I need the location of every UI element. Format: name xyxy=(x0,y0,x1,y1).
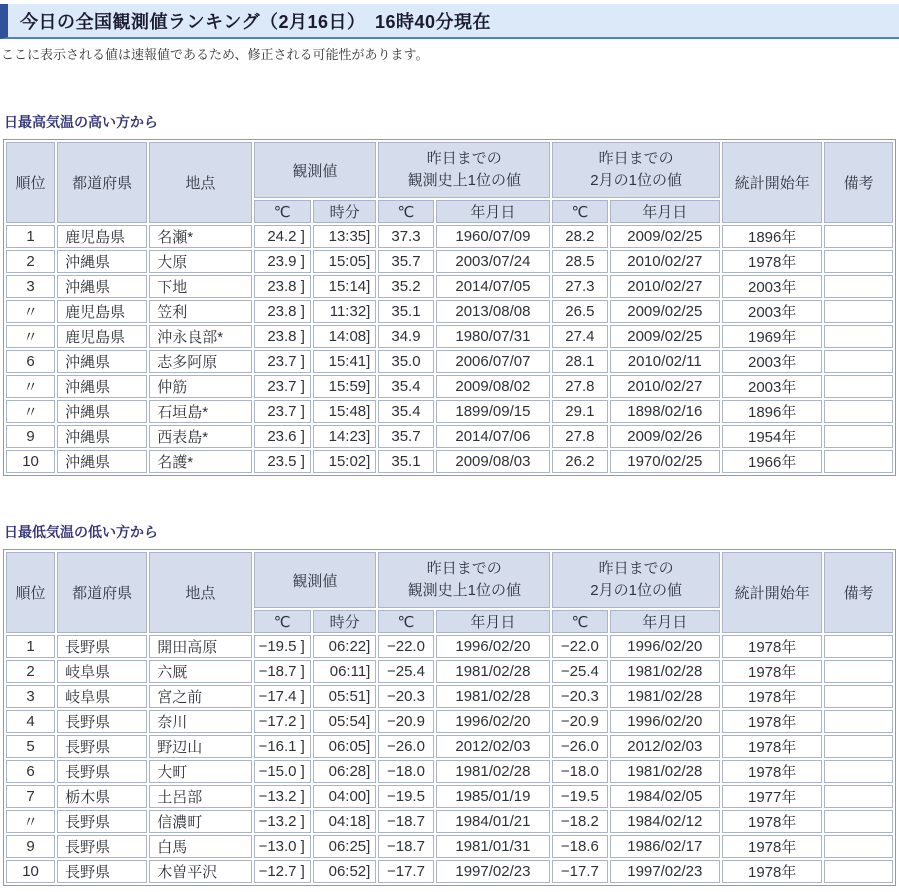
record-temp-cell: −18.7 xyxy=(378,835,433,858)
record-date-cell: 2014/07/06 xyxy=(436,425,551,448)
rank-cell: 〃 xyxy=(6,300,55,323)
start-year-cell: 2003年 xyxy=(722,300,822,323)
rank-cell: 4 xyxy=(6,710,55,733)
subheader-february-date: 年月日 xyxy=(610,200,721,223)
provisional-value-notice: ここに表示される値は速報値であるため、修正される可能性があります。 xyxy=(1,47,429,62)
station-cell: 大原 xyxy=(149,250,251,273)
rank-cell: 〃 xyxy=(6,375,55,398)
rank-cell: 2 xyxy=(6,660,55,683)
observed-temp-cell: −15.0 ] xyxy=(254,760,311,783)
record-temp-cell: 35.1 xyxy=(378,450,433,473)
february-record-temp-cell: −18.2 xyxy=(552,810,607,833)
start-year-cell: 1954年 xyxy=(722,425,822,448)
february-record-date-cell: 2009/02/25 xyxy=(610,325,721,348)
station-cell: 宮之前 xyxy=(149,685,251,708)
february-record-temp-cell: 26.5 xyxy=(552,300,607,323)
col-header-observed-value: 観測値 xyxy=(254,142,377,198)
prefecture-cell: 岐阜県 xyxy=(57,685,147,708)
table-row xyxy=(6,735,893,758)
observed-time-cell: 04:18] xyxy=(313,810,376,833)
page-title: 今日の全国観測値ランキング（2月16日） 16時40分現在 xyxy=(20,12,492,32)
record-date-cell: 1996/02/20 xyxy=(436,710,551,733)
observed-time-cell: 13:35] xyxy=(313,225,376,248)
prefecture-cell: 鹿児島県 xyxy=(57,325,147,348)
prefecture-cell: 長野県 xyxy=(57,810,147,833)
start-year-cell: 1978年 xyxy=(722,760,822,783)
observed-time-cell: 15:59] xyxy=(313,375,376,398)
february-record-temp-cell: 28.5 xyxy=(552,250,607,273)
february-record-temp-cell: −20.9 xyxy=(552,710,607,733)
prefecture-cell: 長野県 xyxy=(57,760,147,783)
station-cell: 沖永良部* xyxy=(149,325,251,348)
record-all-time-line2: 観測史上1位の値 xyxy=(407,582,521,599)
remarks-cell xyxy=(824,860,893,883)
prefecture-cell: 長野県 xyxy=(57,735,147,758)
table-row xyxy=(6,300,893,323)
observed-temp-cell: −16.1 ] xyxy=(254,735,311,758)
table-row xyxy=(6,760,893,783)
remarks-cell xyxy=(824,810,893,833)
remarks-cell xyxy=(824,685,893,708)
start-year-cell: 1966年 xyxy=(722,450,822,473)
february-record-temp-cell: 28.2 xyxy=(552,225,607,248)
subheader-february-date: 年月日 xyxy=(610,610,721,633)
prefecture-cell: 沖縄県 xyxy=(57,400,147,423)
table-row xyxy=(6,250,893,273)
table-row xyxy=(6,350,893,373)
record-temp-cell: 34.9 xyxy=(378,325,433,348)
observed-temp-cell: −13.0 ] xyxy=(254,835,311,858)
header-row-main xyxy=(6,142,893,198)
start-year-cell: 1978年 xyxy=(722,710,822,733)
february-record-date-cell: 1984/02/12 xyxy=(610,810,721,833)
february-record-temp-cell: 27.4 xyxy=(552,325,607,348)
record-temp-cell: 35.0 xyxy=(378,350,433,373)
rank-cell: 5 xyxy=(6,735,55,758)
station-cell: 石垣島* xyxy=(149,400,251,423)
february-record-date-cell: 1981/02/28 xyxy=(610,685,721,708)
prefecture-cell: 長野県 xyxy=(57,635,147,658)
station-cell: 名瀬* xyxy=(149,225,251,248)
record-temp-cell: 35.7 xyxy=(378,425,433,448)
station-cell: 信濃町 xyxy=(149,810,251,833)
record-date-cell: 1985/01/19 xyxy=(436,785,551,808)
remarks-cell xyxy=(824,325,893,348)
prefecture-cell: 沖縄県 xyxy=(57,375,147,398)
prefecture-cell: 長野県 xyxy=(57,835,147,858)
february-record-date-cell: 2010/02/27 xyxy=(610,250,721,273)
observed-temp-cell: −13.2 ] xyxy=(254,810,311,833)
table-row xyxy=(6,325,893,348)
record-date-cell: 2009/08/03 xyxy=(436,450,551,473)
observed-temp-cell: −17.2 ] xyxy=(254,710,311,733)
february-record-temp-cell: −19.5 xyxy=(552,785,607,808)
remarks-cell xyxy=(824,785,893,808)
record-date-cell: 1899/09/15 xyxy=(436,400,551,423)
record-february-line2: 2月の1位の値 xyxy=(590,582,682,599)
header-row-main xyxy=(6,552,893,608)
february-record-date-cell: 2009/02/25 xyxy=(610,225,721,248)
february-record-temp-cell: 27.8 xyxy=(552,375,607,398)
february-record-date-cell: 2010/02/27 xyxy=(610,275,721,298)
observed-time-cell: 15:14] xyxy=(313,275,376,298)
start-year-cell: 2003年 xyxy=(722,375,822,398)
remarks-cell xyxy=(824,710,893,733)
remarks-cell xyxy=(824,450,893,473)
start-year-cell: 2003年 xyxy=(722,350,822,373)
station-cell: 野辺山 xyxy=(149,735,251,758)
start-year-cell: 1978年 xyxy=(722,635,822,658)
record-temp-cell: 35.2 xyxy=(378,275,433,298)
subheader-observed-time: 時分 xyxy=(313,200,376,223)
station-cell: 仲筋 xyxy=(149,375,251,398)
remarks-cell xyxy=(824,350,893,373)
record-temp-cell: 37.3 xyxy=(378,225,433,248)
remarks-cell xyxy=(824,375,893,398)
rank-cell: 〃 xyxy=(6,810,55,833)
rank-cell: 2 xyxy=(6,250,55,273)
col-header-prefecture: 都道府県 xyxy=(57,552,147,633)
february-record-date-cell: 2012/02/03 xyxy=(610,735,721,758)
rank-cell: 9 xyxy=(6,835,55,858)
observed-temp-cell: −12.7 ] xyxy=(254,860,311,883)
subheader-record-date: 年月日 xyxy=(436,610,551,633)
observed-time-cell: 11:32] xyxy=(313,300,376,323)
col-header-prefecture: 都道府県 xyxy=(57,142,147,223)
rank-cell: 1 xyxy=(6,635,55,658)
observed-temp-cell: 23.8 ] xyxy=(254,275,311,298)
subheader-record-date: 年月日 xyxy=(436,200,551,223)
observed-time-cell: 06:52] xyxy=(313,860,376,883)
record-date-cell: 1981/02/28 xyxy=(436,760,551,783)
col-header-rank: 順位 xyxy=(6,552,55,633)
record-date-cell: 2014/07/05 xyxy=(436,275,551,298)
station-cell: 奈川 xyxy=(149,710,251,733)
subheader-february-celsius: ℃ xyxy=(552,200,607,223)
record-temp-cell: 35.4 xyxy=(378,375,433,398)
february-record-temp-cell: 29.1 xyxy=(552,400,607,423)
february-record-date-cell: 1986/02/17 xyxy=(610,835,721,858)
february-record-temp-cell: 26.2 xyxy=(552,450,607,473)
start-year-cell: 1896年 xyxy=(722,225,822,248)
observed-time-cell: 14:23] xyxy=(313,425,376,448)
rank-cell: 9 xyxy=(6,425,55,448)
record-temp-cell: −18.0 xyxy=(378,760,433,783)
max-temp-table xyxy=(3,139,896,476)
record-date-cell: 1960/07/09 xyxy=(436,225,551,248)
station-cell: 下地 xyxy=(149,275,251,298)
observed-time-cell: 15:41] xyxy=(313,350,376,373)
february-record-temp-cell: −26.0 xyxy=(552,735,607,758)
observed-temp-cell: 23.9 ] xyxy=(254,250,311,273)
observed-temp-cell: −13.2 ] xyxy=(254,785,311,808)
record-temp-cell: −22.0 xyxy=(378,635,433,658)
remarks-cell xyxy=(824,735,893,758)
february-record-date-cell: 2010/02/27 xyxy=(610,375,721,398)
rank-cell: 10 xyxy=(6,450,55,473)
february-record-temp-cell: 27.8 xyxy=(552,425,607,448)
february-record-date-cell: 1996/02/20 xyxy=(610,635,721,658)
col-header-rank: 順位 xyxy=(6,142,55,223)
observed-time-cell: 15:48] xyxy=(313,400,376,423)
table-row xyxy=(6,635,893,658)
prefecture-cell: 沖縄県 xyxy=(57,425,147,448)
record-date-cell: 2006/07/07 xyxy=(436,350,551,373)
record-temp-cell: −25.4 xyxy=(378,660,433,683)
rank-cell: 10 xyxy=(6,860,55,883)
february-record-date-cell: 1981/02/28 xyxy=(610,660,721,683)
record-all-time-line1: 昨日までの xyxy=(426,150,502,168)
min-temp-table xyxy=(3,549,896,886)
table-row xyxy=(6,450,893,473)
observed-temp-cell: 24.2 ] xyxy=(254,225,311,248)
observed-time-cell: 06:25] xyxy=(313,835,376,858)
observed-time-cell: 04:00] xyxy=(313,785,376,808)
february-record-temp-cell: 27.3 xyxy=(552,275,607,298)
observed-temp-cell: −17.4 ] xyxy=(254,685,311,708)
start-year-cell: 1978年 xyxy=(722,685,822,708)
subheader-record-celsius: ℃ xyxy=(378,200,433,223)
table-row xyxy=(6,660,893,683)
february-record-date-cell: 1970/02/25 xyxy=(610,450,721,473)
record-date-cell: 1997/02/23 xyxy=(436,860,551,883)
remarks-cell xyxy=(824,660,893,683)
record-temp-cell: −19.5 xyxy=(378,785,433,808)
observed-time-cell: 15:05] xyxy=(313,250,376,273)
rank-cell: 6 xyxy=(6,760,55,783)
record-date-cell: 2003/07/24 xyxy=(436,250,551,273)
record-all-time-line2: 観測史上1位の値 xyxy=(407,172,521,189)
start-year-cell: 1978年 xyxy=(722,735,822,758)
rank-cell: 〃 xyxy=(6,325,55,348)
station-cell: 志多阿原 xyxy=(149,350,251,373)
start-year-cell: 1969年 xyxy=(722,325,822,348)
observed-temp-cell: 23.7 ] xyxy=(254,375,311,398)
record-temp-cell: −20.9 xyxy=(378,710,433,733)
record-date-cell: 1981/02/28 xyxy=(436,685,551,708)
subheader-observed-celsius: ℃ xyxy=(254,610,311,633)
station-cell: 開田高原 xyxy=(149,635,251,658)
col-header-record-all-time xyxy=(378,142,550,198)
remarks-cell xyxy=(824,635,893,658)
table-row xyxy=(6,785,893,808)
february-record-temp-cell: −22.0 xyxy=(552,635,607,658)
rank-cell: 3 xyxy=(6,685,55,708)
station-cell: 木曽平沢 xyxy=(149,860,251,883)
observed-temp-cell: 23.5 ] xyxy=(254,450,311,473)
february-record-date-cell: 1997/02/23 xyxy=(610,860,721,883)
february-record-temp-cell: −18.6 xyxy=(552,835,607,858)
station-cell: 笠利 xyxy=(149,300,251,323)
start-year-cell: 1978年 xyxy=(722,860,822,883)
start-year-cell: 1978年 xyxy=(722,835,822,858)
prefecture-cell: 長野県 xyxy=(57,860,147,883)
subheader-observed-time: 時分 xyxy=(313,610,376,633)
col-header-record-february xyxy=(552,552,720,608)
min-temp-section-title: 日最低気温の低い方から xyxy=(4,524,158,540)
table-row xyxy=(6,375,893,398)
table-row xyxy=(6,400,893,423)
february-record-date-cell: 2009/02/25 xyxy=(610,300,721,323)
start-year-cell: 1978年 xyxy=(722,810,822,833)
start-year-cell: 2003年 xyxy=(722,275,822,298)
remarks-cell xyxy=(824,760,893,783)
observed-temp-cell: 23.8 ] xyxy=(254,325,311,348)
record-date-cell: 1996/02/20 xyxy=(436,635,551,658)
record-date-cell: 2013/08/08 xyxy=(436,300,551,323)
february-record-date-cell: 1981/02/28 xyxy=(610,760,721,783)
record-temp-cell: −20.3 xyxy=(378,685,433,708)
col-header-station: 地点 xyxy=(149,552,251,633)
col-header-station: 地点 xyxy=(149,142,251,223)
observed-time-cell: 14:08] xyxy=(313,325,376,348)
february-record-temp-cell: −17.7 xyxy=(552,860,607,883)
station-cell: 土呂部 xyxy=(149,785,251,808)
rank-cell: 3 xyxy=(6,275,55,298)
rank-cell: 〃 xyxy=(6,400,55,423)
subheader-observed-celsius: ℃ xyxy=(254,200,311,223)
col-header-observed-value: 観測値 xyxy=(254,552,377,608)
record-temp-cell: −18.7 xyxy=(378,810,433,833)
record-february-line1: 昨日までの xyxy=(598,560,674,578)
february-record-temp-cell: −18.0 xyxy=(552,760,607,783)
record-date-cell: 1980/07/31 xyxy=(436,325,551,348)
observed-time-cell: 06:28] xyxy=(313,760,376,783)
observed-temp-cell: 23.8 ] xyxy=(254,300,311,323)
february-record-temp-cell: 28.1 xyxy=(552,350,607,373)
prefecture-cell: 沖縄県 xyxy=(57,250,147,273)
table-row xyxy=(6,860,893,883)
february-record-temp-cell: −25.4 xyxy=(552,660,607,683)
subheader-record-celsius: ℃ xyxy=(378,610,433,633)
remarks-cell xyxy=(824,275,893,298)
table-row xyxy=(6,835,893,858)
record-temp-cell: 35.7 xyxy=(378,250,433,273)
february-record-temp-cell: −20.3 xyxy=(552,685,607,708)
remarks-cell xyxy=(824,425,893,448)
remarks-cell xyxy=(824,400,893,423)
table-row xyxy=(6,685,893,708)
rank-cell: 7 xyxy=(6,785,55,808)
rank-cell: 1 xyxy=(6,225,55,248)
observed-temp-cell: 23.7 ] xyxy=(254,400,311,423)
prefecture-cell: 栃木県 xyxy=(57,785,147,808)
table-row xyxy=(6,275,893,298)
station-cell: 大町 xyxy=(149,760,251,783)
col-header-start-year: 統計開始年 xyxy=(722,142,822,223)
record-date-cell: 2012/02/03 xyxy=(436,735,551,758)
start-year-cell: 1977年 xyxy=(722,785,822,808)
page-title-bar xyxy=(0,4,899,39)
max-temp-section-title: 日最高気温の高い方から xyxy=(4,114,158,130)
min-temp-section xyxy=(3,522,899,886)
prefecture-cell: 鹿児島県 xyxy=(57,300,147,323)
february-record-date-cell: 2009/02/26 xyxy=(610,425,721,448)
table-row xyxy=(6,710,893,733)
record-temp-cell: 35.4 xyxy=(378,400,433,423)
remarks-cell xyxy=(824,300,893,323)
prefecture-cell: 鹿児島県 xyxy=(57,225,147,248)
observed-time-cell: 15:02] xyxy=(313,450,376,473)
observed-temp-cell: 23.7 ] xyxy=(254,350,311,373)
max-temp-section xyxy=(3,112,899,476)
february-record-date-cell: 1984/02/05 xyxy=(610,785,721,808)
col-header-record-all-time xyxy=(378,552,550,608)
observed-time-cell: 06:22] xyxy=(313,635,376,658)
record-temp-cell: −17.7 xyxy=(378,860,433,883)
observed-temp-cell: −18.7 ] xyxy=(254,660,311,683)
table-row xyxy=(6,225,893,248)
col-header-remarks: 備考 xyxy=(824,142,893,223)
table-row xyxy=(6,810,893,833)
observed-temp-cell: 23.6 ] xyxy=(254,425,311,448)
col-header-record-february xyxy=(552,142,720,198)
record-temp-cell: −26.0 xyxy=(378,735,433,758)
start-year-cell: 1896年 xyxy=(722,400,822,423)
start-year-cell: 1978年 xyxy=(722,660,822,683)
prefecture-cell: 沖縄県 xyxy=(57,275,147,298)
february-record-date-cell: 2010/02/11 xyxy=(610,350,721,373)
station-cell: 六厩 xyxy=(149,660,251,683)
rank-cell: 6 xyxy=(6,350,55,373)
record-date-cell: 2009/08/02 xyxy=(436,375,551,398)
remarks-cell xyxy=(824,225,893,248)
february-record-date-cell: 1898/02/16 xyxy=(610,400,721,423)
record-date-cell: 1984/01/21 xyxy=(436,810,551,833)
observed-time-cell: 06:05] xyxy=(313,735,376,758)
remarks-cell xyxy=(824,250,893,273)
record-february-line1: 昨日までの xyxy=(598,150,674,168)
record-date-cell: 1981/02/28 xyxy=(436,660,551,683)
observed-time-cell: 05:54] xyxy=(313,710,376,733)
start-year-cell: 1978年 xyxy=(722,250,822,273)
station-cell: 西表島* xyxy=(149,425,251,448)
table-row xyxy=(6,425,893,448)
record-all-time-line1: 昨日までの xyxy=(426,560,502,578)
record-february-line2: 2月の1位の値 xyxy=(590,172,682,189)
february-record-date-cell: 1996/02/20 xyxy=(610,710,721,733)
remarks-cell xyxy=(824,835,893,858)
subheader-february-celsius: ℃ xyxy=(552,610,607,633)
observed-temp-cell: −19.5 ] xyxy=(254,635,311,658)
observed-time-cell: 06:11] xyxy=(313,660,376,683)
prefecture-cell: 岐阜県 xyxy=(57,660,147,683)
prefecture-cell: 長野県 xyxy=(57,710,147,733)
station-cell: 白馬 xyxy=(149,835,251,858)
prefecture-cell: 沖縄県 xyxy=(57,450,147,473)
record-date-cell: 1981/01/31 xyxy=(436,835,551,858)
col-header-remarks: 備考 xyxy=(824,552,893,633)
station-cell: 名護* xyxy=(149,450,251,473)
col-header-start-year: 統計開始年 xyxy=(722,552,822,633)
record-temp-cell: 35.1 xyxy=(378,300,433,323)
prefecture-cell: 沖縄県 xyxy=(57,350,147,373)
observed-time-cell: 05:51] xyxy=(313,685,376,708)
